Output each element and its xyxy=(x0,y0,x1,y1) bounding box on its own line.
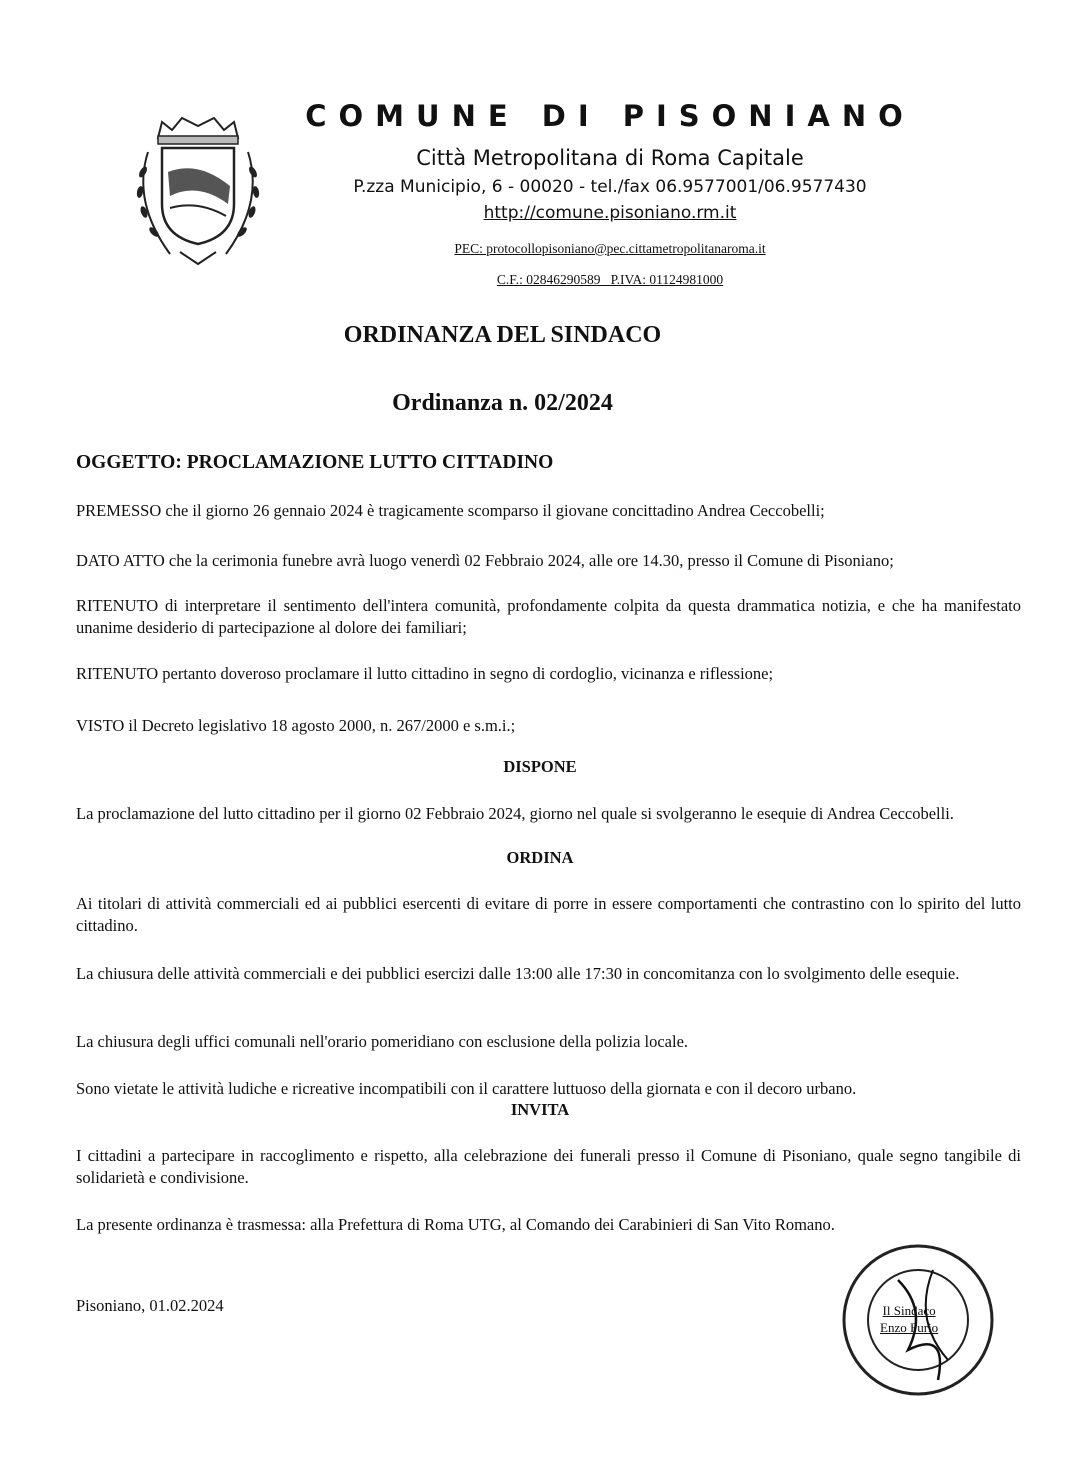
invita-paragraph: I cittadini a partecipare in raccoglimento e rispetto, alla celebrazione dei funerali presso il Comune di Pisoniano, quale segno tangibile di solidarietà e condivisione. xyxy=(76,1146,1021,1187)
ritenuto-paragraph-1: RITENUTO di interpretare il sentimento dell'intera comunità, profondamente colpita da questa drammatica notizia, e che ha manifestato unanime desiderio di partecipazione al dolore dei familiari; xyxy=(76,596,1021,637)
place-and-date: Pisoniano, 01.02.2024 xyxy=(76,1296,224,1315)
ordina-paragraph-4: Sono vietate le attività ludiche e ricreative incompatibili con il carattere luttuoso della giornata e con il decoro urbano. xyxy=(76,1079,857,1098)
dispone-paragraph: La proclamazione del lutto cittadino per il giorno 02 Febbraio 2024, giorno nel quale si svolgeranno le esequie di Andrea Ceccobelli. xyxy=(76,804,954,823)
letterhead xyxy=(300,96,920,303)
dispone-heading: DISPONE xyxy=(503,757,577,776)
trasmessa-paragraph: La presente ordinanza è trasmessa: alla Prefettura di Roma UTG, al Comando dei Carabinieri di San Vito Romano. xyxy=(76,1215,835,1234)
ordinance-subject: OGGETTO: PROCLAMAZIONE LUTTO CITTADINO xyxy=(76,452,554,473)
visto-paragraph: VISTO il Decreto legislativo 18 agosto 2000, n. 267/2000 e s.m.i.; xyxy=(76,716,516,735)
dato-atto-paragraph: DATO ATTO che la cerimonia funebre avrà luogo venerdì 02 Febbraio 2024, alle ore 14.30, presso il Comune di Pisoniano; xyxy=(76,551,894,570)
ordina-paragraph-3: La chiusura degli uffici comunali nell'orario pomeridiano con esclusione della polizia locale. xyxy=(76,1032,689,1051)
ordina-paragraph-1: Ai titolari di attività commerciali ed ai pubblici esercenti di evitare di porre in essere comportamenti che contrastino con lo spirito del lutto cittadino. xyxy=(76,894,1021,935)
document-title: ORDINANZA DEL SINDACO xyxy=(343,322,662,348)
pec-address: PEC: protocollopisoniano@pec.cittametropolitanaroma.it xyxy=(454,240,766,256)
municipality-title: COMUNE DI PISONIANO xyxy=(305,99,915,133)
municipality-subtitle: Città Metropolitana di Roma Capitale xyxy=(416,146,804,170)
fiscal-codes: C.F.: 02846290589 P.IVA: 01124981000 xyxy=(496,272,724,287)
ordinance-number: Ordinanza n. 02/2024 xyxy=(392,390,613,416)
premesso-paragraph: PREMESSO che il giorno 26 gennaio 2024 è tragicamente scomparso il giovane concittadino Andrea Ceccobelli; xyxy=(76,501,825,520)
coat-of-arms-icon xyxy=(118,112,278,272)
ritenuto-paragraph-2: RITENUTO pertanto doveroso proclamare il lutto cittadino in segno di cordoglio, vicinanza e riflessione; xyxy=(76,664,774,683)
municipality-website-link[interactable]: http://comune.pisoniano.rm.it xyxy=(483,203,737,223)
signer-name: Enzo Furio xyxy=(880,1320,939,1335)
signer-role: Il Sindaco xyxy=(882,1303,936,1318)
signature-block xyxy=(880,1302,938,1336)
invita-heading: INVITA xyxy=(510,1100,570,1119)
ordina-paragraph-2: La chiusura delle attività commerciali e dei pubblici esercizi dalle 13:00 alle 17:30 in concomitanza con lo svolgimento delle esequie. xyxy=(76,964,960,983)
ordina-heading: ORDINA xyxy=(506,848,574,867)
municipality-address: P.zza Municipio, 6 - 00020 - tel./fax 06.9577001/06.9577430 xyxy=(353,177,867,197)
